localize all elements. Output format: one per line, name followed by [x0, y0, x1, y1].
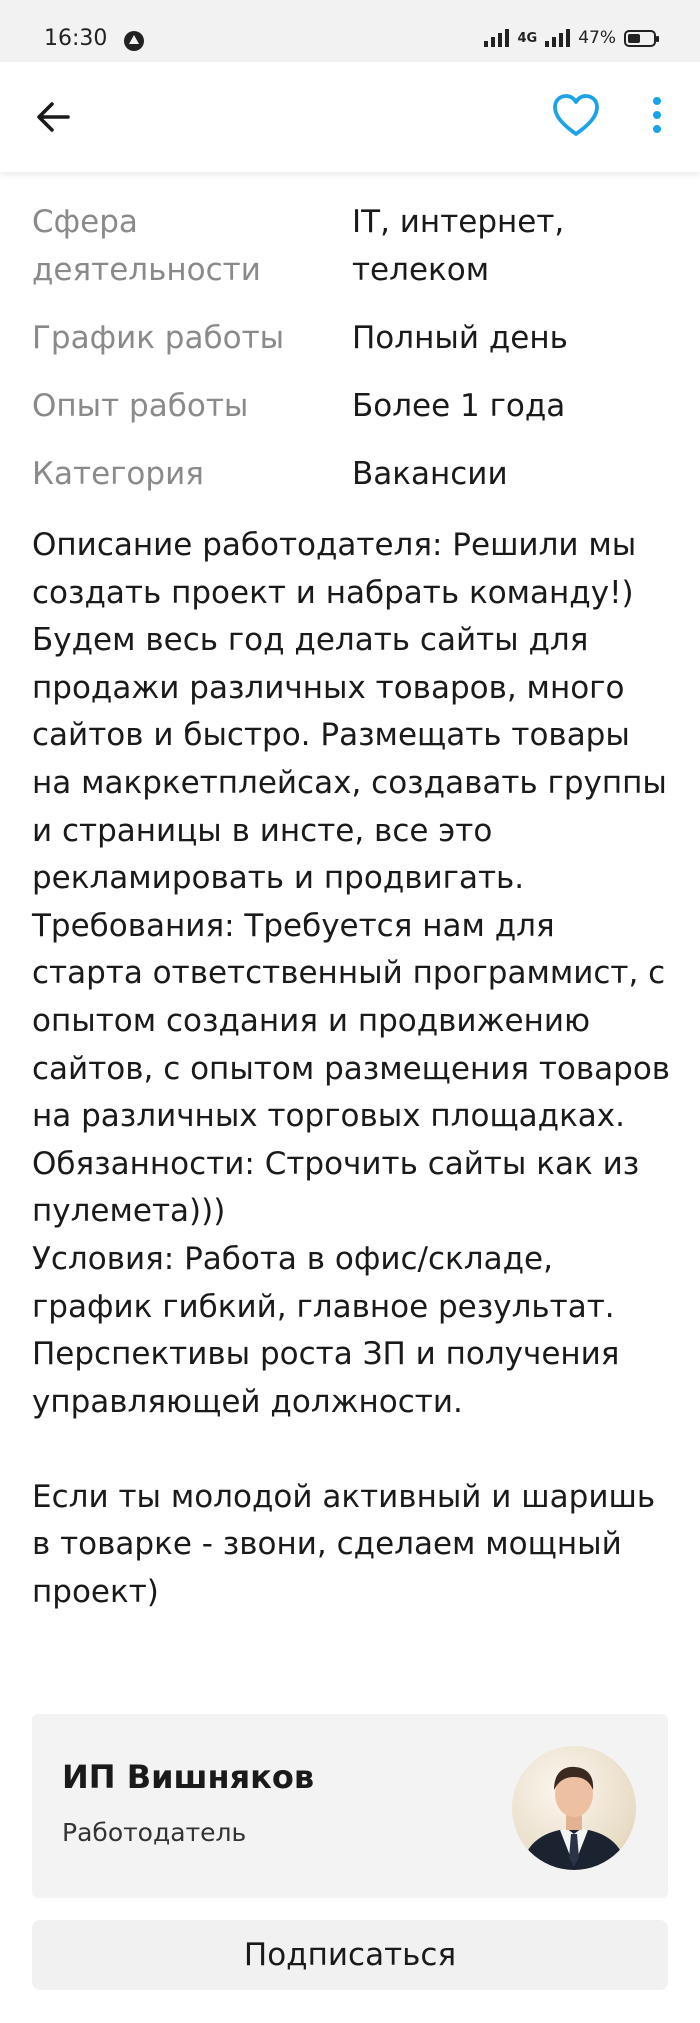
param-value: Вакансии [352, 456, 508, 492]
param-value: IT, интернет, телеком [352, 204, 565, 288]
param-value: Полный день [352, 320, 568, 356]
navigation-app-icon [124, 31, 144, 51]
param-value: Более 1 года [352, 388, 566, 424]
favorite-button[interactable] [548, 88, 604, 144]
back-button[interactable] [28, 92, 78, 142]
employer-name: ИП Вишняков [62, 1758, 315, 1796]
param-label: Опыт работы [32, 388, 249, 424]
arrow-left-icon [28, 92, 78, 142]
param-row-schedule [32, 314, 672, 362]
subscribe-button[interactable]: Подписаться [32, 1920, 668, 1990]
cellular-signal-icon [484, 29, 509, 47]
cellular-signal-2-icon [545, 29, 570, 47]
param-label: Сфера деятельности [32, 204, 261, 288]
param-row-category [32, 450, 672, 498]
status-time: 16:30 [44, 26, 108, 51]
more-options-button[interactable] [642, 92, 672, 142]
param-label: График работы [32, 320, 285, 356]
employer-role: Работодатель [62, 1818, 247, 1847]
battery-icon [624, 30, 656, 47]
status-bar [0, 0, 700, 62]
app-bar [0, 62, 700, 172]
param-label: Категория [32, 456, 204, 492]
param-row-experience [32, 382, 672, 430]
vacancy-description: Описание работодателя: Решили мы создать проект и набрать команду!) Будем весь год делать сайты для продажи различных товаров, много сайтов и быстро. Размещать товары на макркетплейсах, создавать группы и страницы в инсте, все это рекламировать и продвигать. Требования: Требуется нам для старта ответственный программист, с опытом создания и продвижению сайтов, с опытом размещения товаров на различных торговых площадках. Обязанности: Строчить сайты как из пулемета))) Условия: Работа в офис/складе, график гибкий, главное результат. Перспективы роста ЗП и получения управляющей должности. Если ты молодой активный и шаришь в товарке - звони, сделаем мощный проект) [32, 527, 671, 1611]
battery-percent: 47% [578, 28, 616, 48]
heart-outline-icon [548, 88, 604, 144]
more-vertical-icon [642, 92, 672, 142]
status-indicators [484, 28, 656, 48]
vacancy-params [32, 198, 672, 518]
person-photo-icon [512, 1746, 636, 1870]
param-row-sphere [32, 198, 672, 294]
employer-card[interactable] [32, 1714, 668, 1898]
network-type: 4G [517, 30, 538, 46]
employer-avatar[interactable] [512, 1746, 636, 1870]
